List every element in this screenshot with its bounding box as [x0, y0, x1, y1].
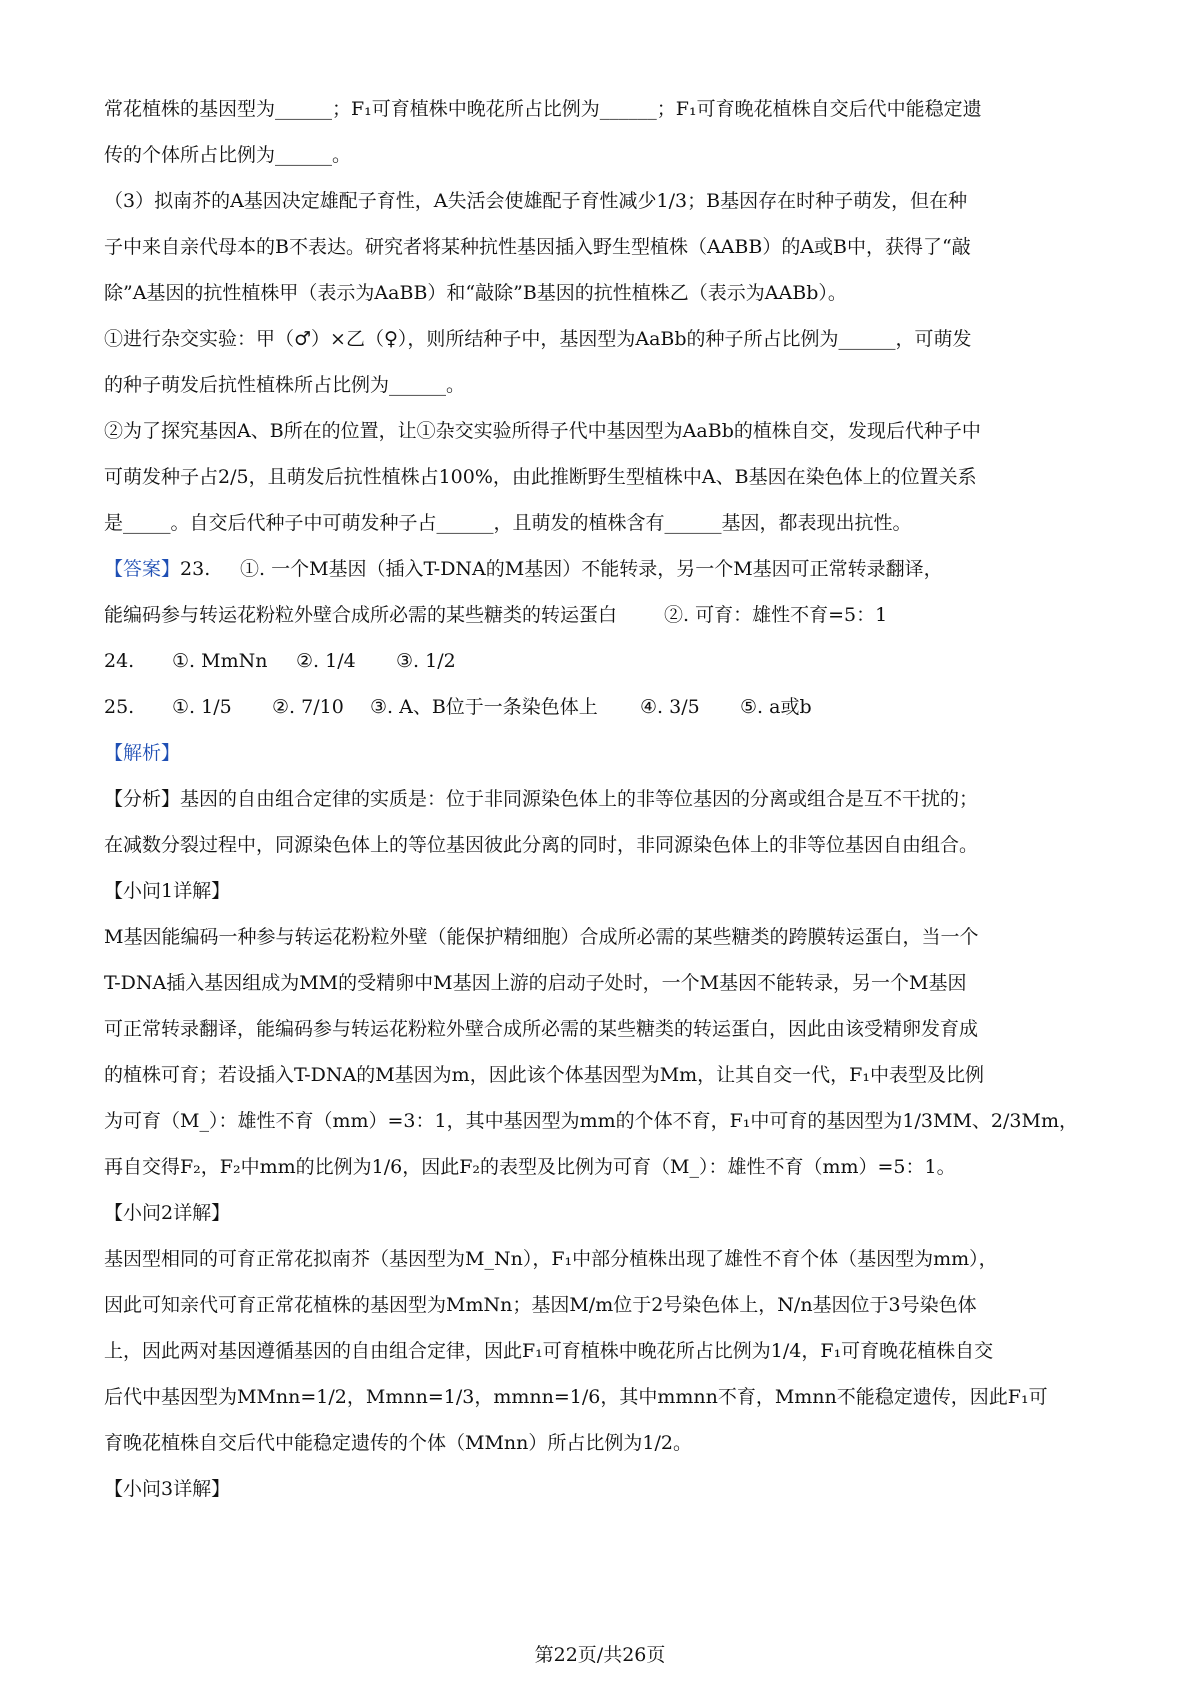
analysis-line [104, 776, 1104, 822]
answer-label: 【答案】 [104, 558, 181, 580]
answer-number: 24. [104, 650, 135, 672]
section-label: 【小问1详解】 [104, 880, 231, 902]
answer-item: ②. 1/4 [296, 650, 356, 672]
analysis-line: M基因能编码一种参与转运花粉粒外壁（能保护精细胞）合成所必需的某些糖类的跨膜转运蛋白，当一个 [104, 926, 979, 948]
analysis-line: 因此可知亲代可育正常花植株的基因型为MmNn；基因M/m位于2号染色体上，N/n基因位于3号染色体 [104, 1294, 977, 1316]
section-label: 【小问3详解】 [104, 1478, 231, 1500]
answer-text: 能编码参与转运花粉粒外壁合成所必需的某些糖类的转运蛋白 [104, 604, 618, 626]
question-line: （3）拟南芥的A基因决定雄配子育性，A失活会使雄配子育性减少1/3；B基因存在时种子萌发，但在种 [104, 190, 968, 212]
analysis-line: 在减数分裂过程中，同源染色体上的等位基因彼此分离的同时，非同源染色体上的非等位基因自由组合。 [104, 834, 979, 856]
answer-text: ②. 可育：雄性不育=5：1 [664, 604, 888, 626]
answer-text: ①. 一个M基因（插入T-DNA的M基因）不能转录，另一个M基因可正常转录翻译， [240, 558, 943, 580]
analysis-line: 为可育（M_）：雄性不育（mm）=3：1，其中基因型为mm的个体不育，F₁中可育的基因型为1/3MM、2/3Mm， [104, 1110, 1078, 1132]
analysis-line: 可正常转录翻译，能编码参与转运花粉粒外壁合成所必需的某些糖类的转运蛋白，因此由该受精卵发育成 [104, 1018, 979, 1040]
analysis-line: 的植株可育；若设插入T-DNA的M基因为m，因此该个体基因型为Mm，让其自交一代，F₁中表型及比例 [104, 1064, 984, 1086]
answer-item: ①. MmNn [172, 650, 268, 672]
analysis-line: T-DNA插入基因组成为MM的受精卵中M基因上游的启动子处时，一个M基因不能转录，另一个M基因 [104, 972, 967, 994]
question-line: 是_____。自交后代种子中可萌发种子占______，且萌发的植株含有______基因，都表现出抗性。 [104, 512, 912, 534]
answer-item: ①. 1/5 [172, 696, 232, 718]
analysis-line: 育晚花植株自交后代中能稳定遗传的个体（MMnn）所占比例为1/2。 [104, 1432, 692, 1454]
answer-item: ④. 3/5 [640, 696, 700, 718]
answer-number: 25. [104, 696, 135, 718]
document-body [104, 86, 1104, 1512]
answer-number: 23. [180, 558, 211, 580]
answer-line-24 [104, 638, 1104, 684]
answer-item: ②. 7/10 [272, 696, 344, 718]
answer-item: ⑤. a或b [740, 696, 812, 718]
question-line: 子中来自亲代母本的B不表达。研究者将某种抗性基因插入野生型植株（AABB）的A或B中，获得了“敲 [104, 236, 971, 258]
analysis-label: 【解析】 [104, 742, 181, 764]
analysis-line: 后代中基因型为MMnn=1/2，Mmnn=1/3，mmnn=1/6，其中mmnn不育，Mmnn不能稳定遗传，因此F₁可 [104, 1386, 1048, 1408]
page-footer: 第22页/共26页 [534, 1644, 666, 1666]
question-line: 的种子萌发后抗性植株所占比例为______。 [104, 374, 466, 396]
answer-line-23 [104, 546, 1104, 592]
answer-line-25 [104, 684, 1104, 730]
question-line: 常花植株的基因型为______；F₁可育植株中晚花所占比例为______；F₁可育晚花植株自交后代中能稳定遗 [104, 98, 982, 120]
section-label: 【分析】 [104, 788, 181, 810]
question-line: ①进行杂交实验：甲（♂）×乙（♀），则所结种子中，基因型为AaBb的种子所占比例为______，可萌发 [104, 328, 972, 350]
question-line: 可萌发种子占2/5，且萌发后抗性植株占100%，由此推断野生型植株中A、B基因在染色体上的位置关系 [104, 466, 977, 488]
section-label: 【小问2详解】 [104, 1202, 231, 1224]
question-line: 除”A基因的抗性植株甲（表示为AaBB）和“敲除”B基因的抗性植株乙（表示为AABb）。 [104, 282, 847, 304]
answer-line-23-cont [104, 592, 1104, 638]
analysis-text: 基因的自由组合定律的实质是：位于非同源染色体上的非等位基因的分离或组合是互不干扰的； [180, 788, 979, 810]
answer-item: ③. A、B位于一条染色体上 [370, 696, 598, 718]
answer-item: ③. 1/2 [396, 650, 456, 672]
analysis-line: 上，因此两对基因遵循基因的自由组合定律，因此F₁可育植株中晚花所占比例为1/4，F₁可育晚花植株自交 [104, 1340, 994, 1362]
question-line: ②为了探究基因A、B所在的位置，让①杂交实验所得子代中基因型为AaBb的植株自交，发现后代种子中 [104, 420, 981, 442]
analysis-line: 再自交得F₂，F₂中mm的比例为1/6，因此F₂的表型及比例为可育（M_）：雄性不育（mm）=5：1。 [104, 1156, 956, 1178]
question-line: 传的个体所占比例为______。 [104, 144, 352, 166]
analysis-line: 基因型相同的可育正常花拟南芥（基因型为M_Nn），F₁中部分植株出现了雄性不育个体（基因型为mm）， [104, 1248, 998, 1270]
